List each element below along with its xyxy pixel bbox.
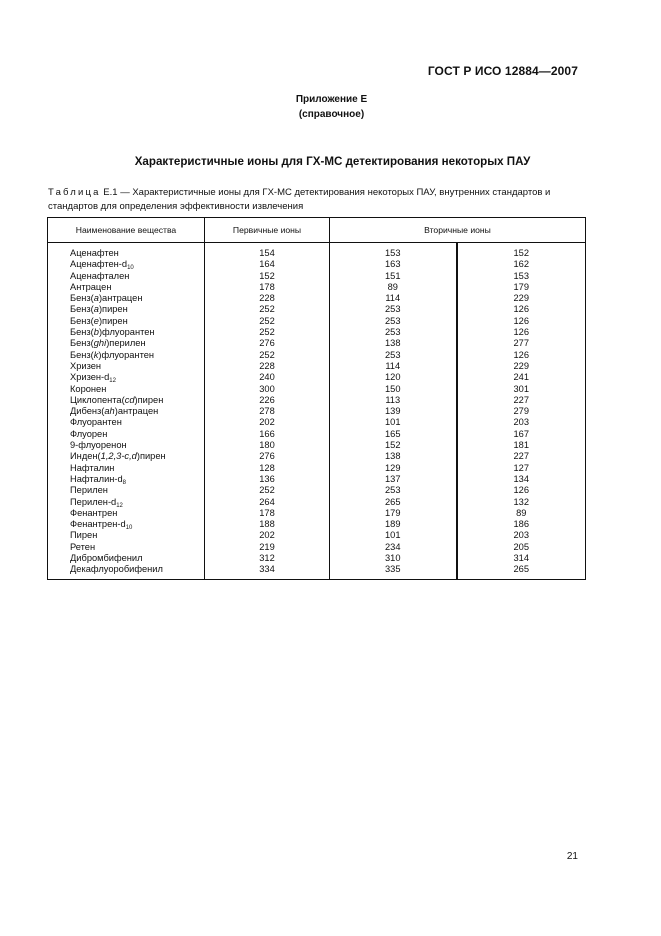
primary-ion: 278	[205, 406, 330, 417]
substance-name-locant: k	[93, 349, 99, 360]
substance-name-rest: )пирен	[134, 394, 164, 405]
substance-name	[48, 372, 205, 383]
substance-name	[48, 497, 205, 508]
substance-name-text: Аценафтен-d	[70, 259, 128, 270]
substance-name-text: Циклопента(	[70, 394, 125, 405]
substance-name	[48, 282, 205, 293]
secondary-ion-1: 114	[330, 293, 457, 304]
secondary-ion-1: 163	[330, 259, 457, 270]
section-title: Характеристичные ионы для ГХ-МС детектирования некоторых ПАУ	[134, 155, 531, 168]
substance-name	[48, 293, 205, 304]
substance-name	[48, 485, 205, 496]
secondary-ion-2: 265	[457, 564, 586, 579]
primary-ion: 164	[205, 259, 330, 270]
secondary-ion-1: 101	[330, 530, 457, 541]
primary-ion: 154	[205, 243, 330, 260]
table-row	[48, 485, 586, 496]
secondary-ion-1: 310	[330, 553, 457, 564]
primary-ion: 252	[205, 304, 330, 315]
secondary-ion-2: 126	[457, 316, 586, 327]
document-code: ГОСТ Р ИСО 12884—2007	[427, 64, 578, 78]
secondary-ion-2: 229	[457, 361, 586, 372]
secondary-ion-1: 153	[330, 243, 457, 260]
primary-ion: 152	[205, 271, 330, 282]
substance-name-text: Коронен	[70, 383, 107, 394]
header-name: Наименование вещества	[48, 218, 205, 243]
table-row	[48, 474, 586, 485]
substance-name-rest: )пирен	[98, 304, 128, 315]
secondary-ion-2: 203	[457, 530, 586, 541]
substance-name-text: Хризен	[70, 360, 102, 371]
primary-ion: 202	[205, 530, 330, 541]
table-row	[48, 350, 586, 361]
substance-name	[48, 350, 205, 361]
substance-name	[48, 440, 205, 451]
table-row	[48, 395, 586, 406]
substance-name-locant: cd	[124, 394, 135, 405]
secondary-ion-2: 277	[457, 338, 586, 349]
secondary-ion-1: 138	[330, 451, 457, 462]
page-number: 21	[566, 851, 578, 862]
substance-name-text: Аценафтален	[70, 270, 130, 281]
secondary-ion-2: 132	[457, 497, 586, 508]
secondary-ion-2: 301	[457, 384, 586, 395]
secondary-ion-1: 113	[330, 395, 457, 406]
secondary-ion-2: 167	[457, 429, 586, 440]
secondary-ion-1: 129	[330, 463, 457, 474]
substance-name-text: Бенз(	[70, 304, 94, 315]
substance-name	[48, 451, 205, 462]
secondary-ion-2: 152	[457, 243, 586, 260]
secondary-ion-2: 203	[457, 417, 586, 428]
substance-name-locant: 1,2,3-c,d	[100, 451, 137, 462]
secondary-ion-2: 181	[457, 440, 586, 451]
isotope-subscript: 8	[122, 479, 127, 486]
substance-name-text: Бенз(	[70, 349, 94, 360]
primary-ion: 219	[205, 542, 330, 553]
table-row	[48, 304, 586, 315]
table-caption	[48, 186, 588, 213]
isotope-subscript: 12	[109, 378, 116, 385]
secondary-ion-2: 227	[457, 395, 586, 406]
table-row	[48, 316, 586, 327]
substance-name-text: Фенантрен	[70, 507, 118, 518]
table-body	[48, 243, 586, 580]
substance-name-text: Бенз(	[70, 315, 94, 326]
primary-ion: 166	[205, 429, 330, 440]
substance-name	[48, 406, 205, 417]
substance-name-rest: )флуорантен	[98, 349, 155, 360]
substance-name-rest: )флуорантен	[98, 327, 155, 338]
secondary-ion-2: 126	[457, 485, 586, 496]
secondary-ion-1: 179	[330, 508, 457, 519]
substance-name	[48, 417, 205, 428]
substance-name-locant: ah	[104, 406, 115, 417]
substance-name-text: Нафталин-d	[70, 473, 123, 484]
appendix-heading	[0, 92, 661, 122]
isotope-subscript: 10	[127, 265, 134, 272]
table-row	[48, 451, 586, 462]
table-caption-label: Таблица	[48, 187, 101, 198]
secondary-ion-1: 101	[330, 417, 457, 428]
secondary-ion-1: 114	[330, 361, 457, 372]
substance-name	[48, 395, 205, 406]
substance-name-text: Перилен	[70, 485, 108, 496]
substance-name-text: Бенз(	[70, 338, 94, 349]
primary-ion: 252	[205, 327, 330, 338]
primary-ion: 276	[205, 451, 330, 462]
substance-name-text: Фенантрен-d	[70, 519, 126, 530]
substance-name	[48, 508, 205, 519]
secondary-ion-1: 89	[330, 282, 457, 293]
table-row	[48, 542, 586, 553]
table-row	[48, 384, 586, 395]
substance-name	[48, 259, 205, 270]
primary-ion: 180	[205, 440, 330, 451]
substance-name-locant: e	[93, 315, 99, 326]
substance-name-rest: )пирен	[98, 315, 128, 326]
primary-ion: 228	[205, 361, 330, 372]
table-row	[48, 243, 586, 260]
secondary-ion-2: 314	[457, 553, 586, 564]
substance-name	[48, 542, 205, 553]
secondary-ion-2: 279	[457, 406, 586, 417]
substance-name	[48, 271, 205, 282]
secondary-ion-1: 253	[330, 316, 457, 327]
substance-name-rest: )пирен	[136, 451, 166, 462]
primary-ion: 312	[205, 553, 330, 564]
secondary-ion-2: 227	[457, 451, 586, 462]
substance-name	[48, 316, 205, 327]
substance-name-locant: a	[93, 293, 99, 304]
secondary-ion-2: 126	[457, 327, 586, 338]
substance-name-locant: b	[93, 327, 99, 338]
substance-name-text: Флуорен	[70, 428, 108, 439]
substance-name	[48, 463, 205, 474]
substance-name	[48, 519, 205, 530]
substance-name-text: Нафталин	[70, 462, 115, 473]
header-secondary: Вторичные ионы	[330, 218, 586, 243]
substance-name-text: Пирен	[70, 530, 98, 541]
primary-ion: 300	[205, 384, 330, 395]
secondary-ion-2: 126	[457, 304, 586, 315]
primary-ion: 178	[205, 508, 330, 519]
primary-ion: 252	[205, 485, 330, 496]
table-row	[48, 271, 586, 282]
substance-name-locant: a	[93, 304, 99, 315]
substance-name	[48, 564, 205, 579]
primary-ion: 228	[205, 293, 330, 304]
table-row	[48, 429, 586, 440]
substance-name-text: Инден(	[70, 451, 101, 462]
substance-name	[48, 361, 205, 372]
secondary-ion-2: 205	[457, 542, 586, 553]
secondary-ion-2: 229	[457, 293, 586, 304]
secondary-ion-2: 186	[457, 519, 586, 530]
primary-ion: 128	[205, 463, 330, 474]
substance-name-text: Дибромбифенил	[70, 553, 143, 564]
secondary-ion-2: 241	[457, 372, 586, 383]
primary-ion: 202	[205, 417, 330, 428]
table-caption-text: Е.1 — Характеристичные ионы для ГХ-МС детектирования некоторых ПАУ, внутренних стандартов и стандартов для определения эффективности извлечения	[48, 187, 551, 212]
table-row	[48, 327, 586, 338]
secondary-ion-1: 253	[330, 485, 457, 496]
primary-ion: 252	[205, 316, 330, 327]
table-row	[48, 372, 586, 383]
ions-table	[47, 217, 586, 580]
table-row	[48, 530, 586, 541]
table-row	[48, 508, 586, 519]
table-row	[48, 406, 586, 417]
substance-name-rest: )антрацен	[98, 293, 143, 304]
primary-ion: 334	[205, 564, 330, 579]
table-row	[48, 282, 586, 293]
substance-name-rest: )перилен	[106, 338, 146, 349]
substance-name	[48, 243, 205, 260]
substance-name-text: Хризен-d	[70, 372, 110, 383]
secondary-ion-1: 139	[330, 406, 457, 417]
secondary-ion-2: 179	[457, 282, 586, 293]
substance-name-rest: )антрацен	[114, 406, 159, 417]
primary-ion: 264	[205, 497, 330, 508]
table-row	[48, 497, 586, 508]
secondary-ion-1: 151	[330, 271, 457, 282]
table-row	[48, 519, 586, 530]
secondary-ion-1: 189	[330, 519, 457, 530]
secondary-ion-1: 165	[330, 429, 457, 440]
appendix-title: Приложение Е	[295, 94, 368, 105]
table-row	[48, 361, 586, 372]
table-row	[48, 417, 586, 428]
substance-name	[48, 530, 205, 541]
primary-ion: 276	[205, 338, 330, 349]
secondary-ion-1: 265	[330, 497, 457, 508]
substance-name	[48, 474, 205, 485]
table-row	[48, 440, 586, 451]
secondary-ion-1: 137	[330, 474, 457, 485]
primary-ion: 136	[205, 474, 330, 485]
secondary-ion-2: 134	[457, 474, 586, 485]
secondary-ion-2: 89	[457, 508, 586, 519]
isotope-subscript: 12	[116, 502, 123, 509]
secondary-ion-1: 152	[330, 440, 457, 451]
substance-name-text: Флуорантен	[70, 417, 122, 428]
primary-ion: 226	[205, 395, 330, 406]
substance-name-text: 9-флуоренон	[70, 440, 127, 451]
secondary-ion-1: 253	[330, 350, 457, 361]
substance-name-text: Бенз(	[70, 293, 94, 304]
secondary-ion-1: 253	[330, 304, 457, 315]
secondary-ion-2: 153	[457, 271, 586, 282]
substance-name	[48, 384, 205, 395]
table-row	[48, 553, 586, 564]
secondary-ion-1: 335	[330, 564, 457, 579]
secondary-ion-2: 162	[457, 259, 586, 270]
secondary-ion-1: 234	[330, 542, 457, 553]
primary-ion: 252	[205, 350, 330, 361]
secondary-ion-2: 126	[457, 350, 586, 361]
substance-name-text: Дибенз(	[70, 406, 105, 417]
substance-name-text: Перилен-d	[70, 496, 117, 507]
primary-ion: 188	[205, 519, 330, 530]
secondary-ion-1: 120	[330, 372, 457, 383]
substance-name	[48, 304, 205, 315]
secondary-ion-2: 127	[457, 463, 586, 474]
substance-name	[48, 327, 205, 338]
table-row	[48, 293, 586, 304]
substance-name-text: Аценафтен	[70, 248, 119, 258]
header-primary: Первичные ионы	[205, 218, 330, 243]
table-row	[48, 564, 586, 579]
substance-name-text: Бенз(	[70, 327, 94, 338]
substance-name-locant: ghi	[93, 338, 107, 349]
table-header-row	[48, 218, 586, 243]
substance-name	[48, 429, 205, 440]
secondary-ion-1: 138	[330, 338, 457, 349]
substance-name-text: Декафлуоробифенил	[70, 564, 163, 575]
table-row	[48, 259, 586, 270]
substance-name-text: Антрацен	[70, 281, 112, 292]
secondary-ion-1: 150	[330, 384, 457, 395]
table-row	[48, 463, 586, 474]
appendix-subtitle: (справочное)	[298, 109, 365, 120]
substance-name	[48, 553, 205, 564]
table-row	[48, 338, 586, 349]
substance-name	[48, 338, 205, 349]
secondary-ion-1: 253	[330, 327, 457, 338]
primary-ion: 240	[205, 372, 330, 383]
isotope-subscript: 10	[125, 525, 133, 532]
primary-ion: 178	[205, 282, 330, 293]
substance-name-text: Ретен	[70, 541, 96, 552]
